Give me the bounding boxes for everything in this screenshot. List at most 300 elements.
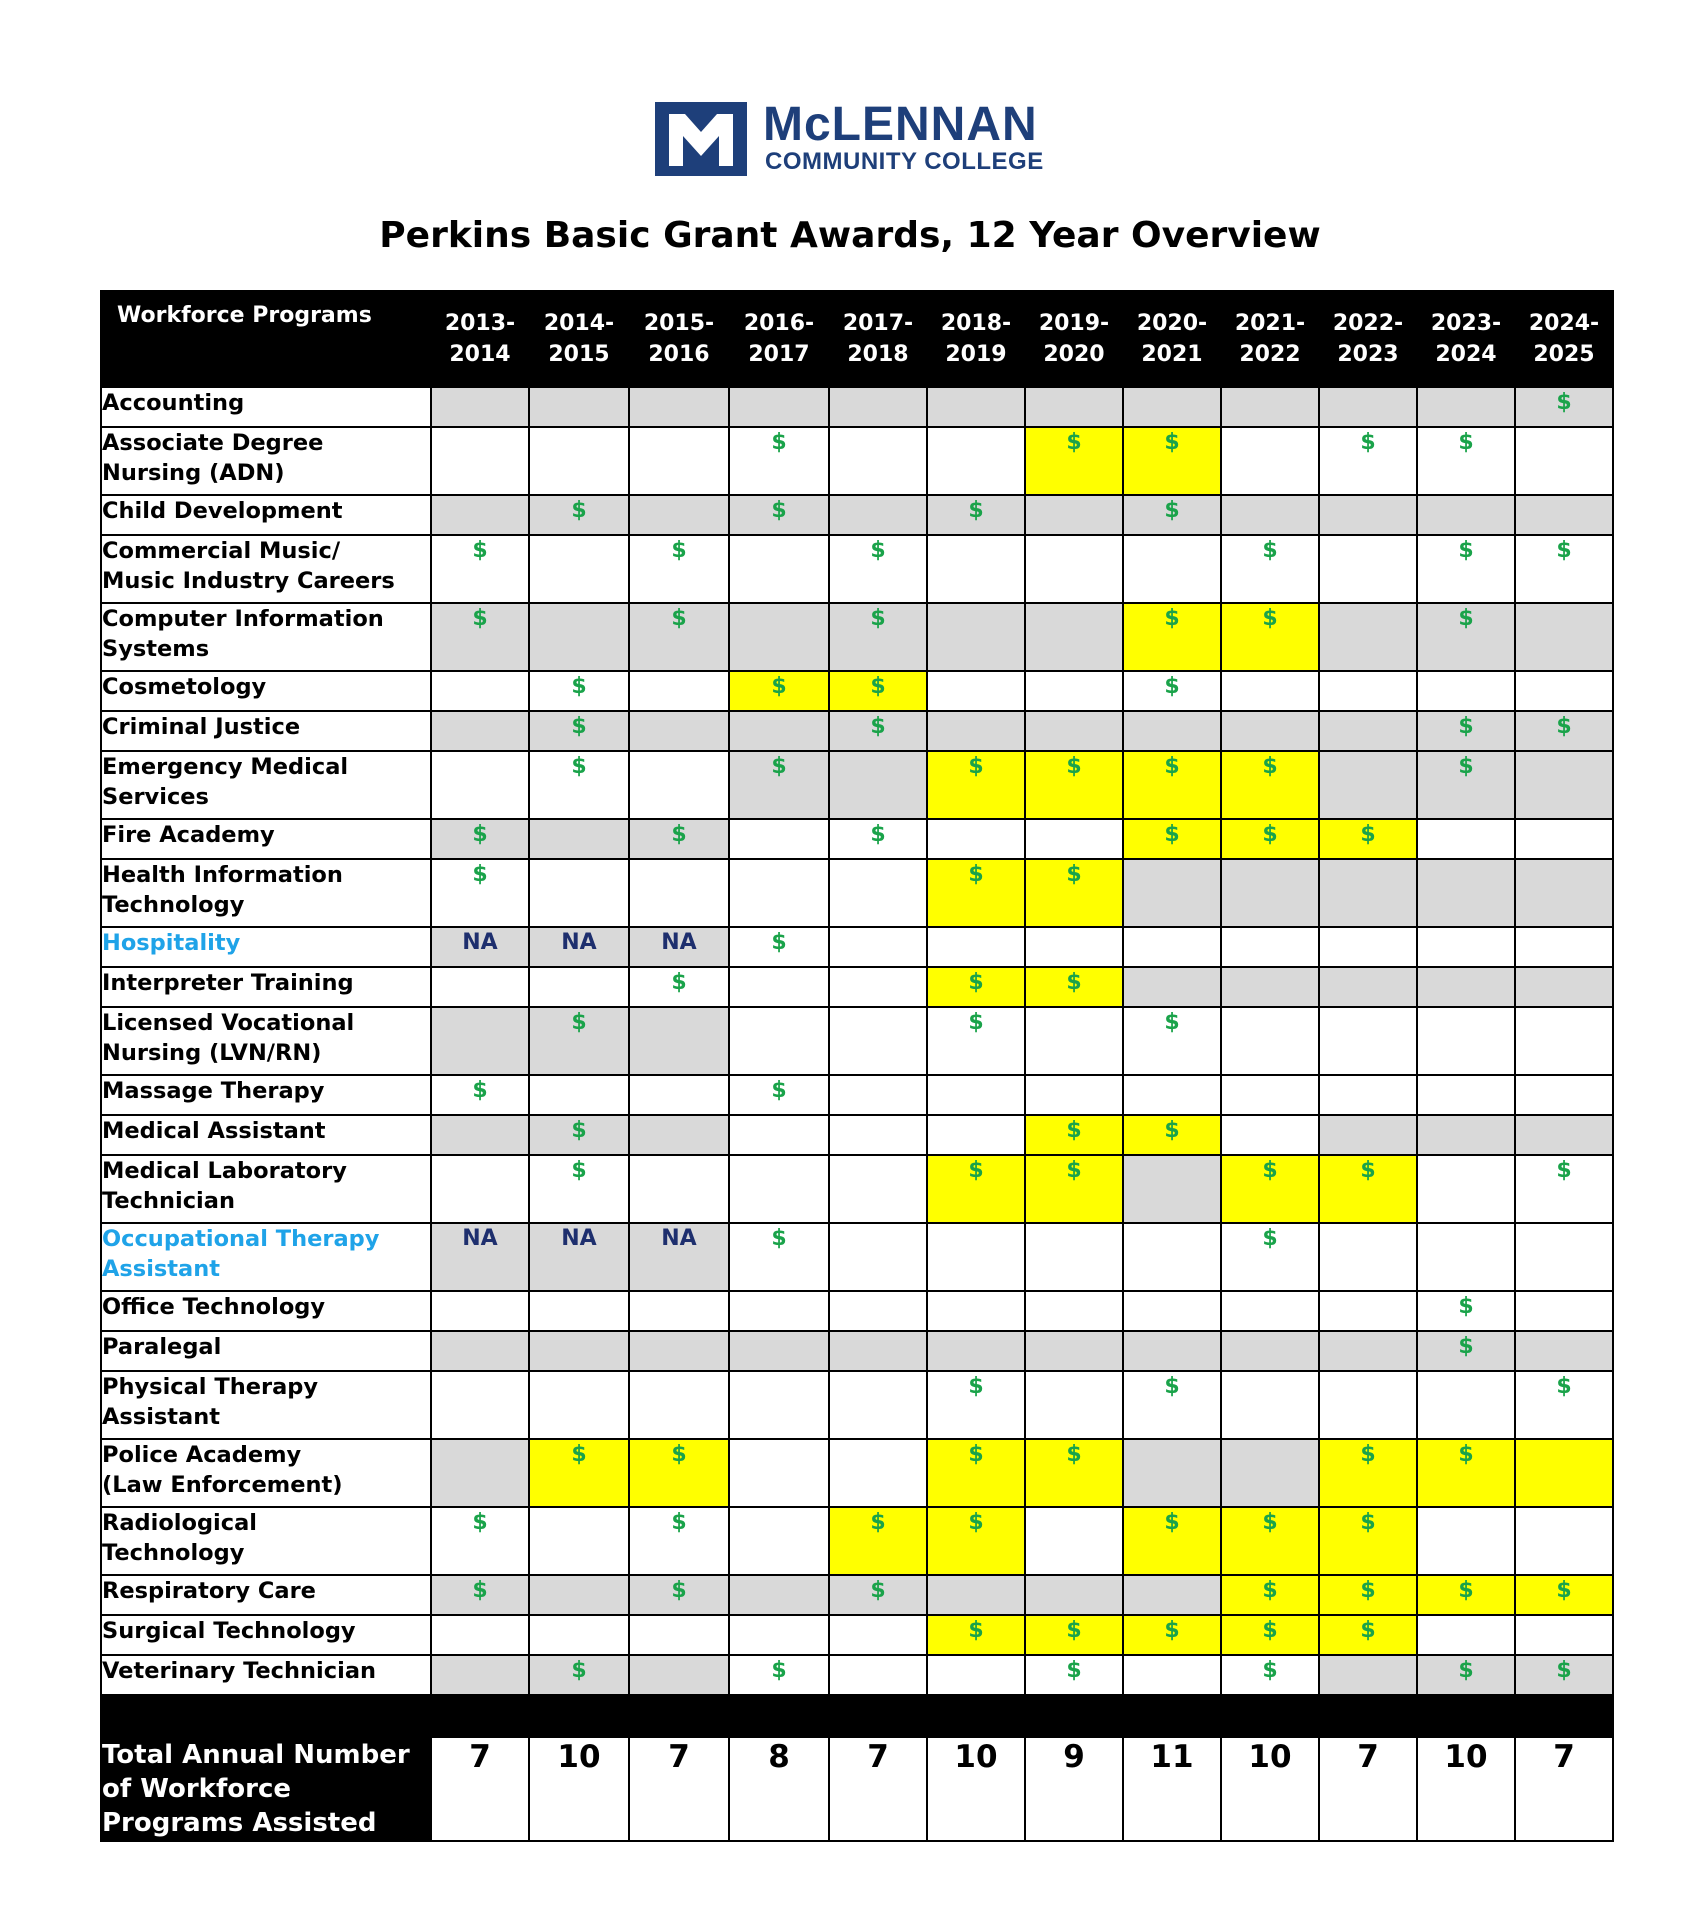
award-cell: [1221, 1007, 1319, 1075]
table-row: [101, 751, 1613, 819]
award-cell: [927, 535, 1025, 603]
award-cell: [1025, 859, 1123, 927]
award-cell: [1221, 1223, 1319, 1291]
award-cell: [1221, 751, 1319, 819]
award-cell: [1221, 387, 1319, 427]
award-cell: [1221, 859, 1319, 927]
award-cell: [1319, 819, 1417, 859]
award-cell: [1515, 819, 1613, 859]
dollar-award-mark: $: [1262, 538, 1278, 563]
award-cell: [431, 1615, 529, 1655]
award-cell: [927, 603, 1025, 671]
dollar-award-mark: $: [1458, 1578, 1474, 1603]
award-cell: [1515, 671, 1613, 711]
award-cell: [1221, 1371, 1319, 1439]
college-logo: [651, 99, 1061, 179]
award-cell: [1123, 819, 1221, 859]
dollar-award-mark: $: [472, 822, 488, 847]
award-cell: [1025, 1223, 1123, 1291]
award-cell: [629, 1007, 729, 1075]
award-cell: [927, 927, 1025, 967]
table-row: [101, 711, 1613, 751]
award-cell: [529, 603, 629, 671]
award-cell: [629, 927, 729, 967]
award-cell: [829, 1615, 927, 1655]
award-cell: [1417, 671, 1515, 711]
mclennan-m-logo-icon: [655, 102, 747, 176]
award-cell: [431, 1439, 529, 1507]
award-cell: [1319, 1007, 1417, 1075]
award-cell: [927, 859, 1025, 927]
program-name: Interpreter Training: [101, 967, 431, 1007]
award-cell: [927, 1115, 1025, 1155]
award-cell: [431, 859, 529, 927]
award-cell: [629, 387, 729, 427]
award-cell: [1515, 1007, 1613, 1075]
dollar-award-mark: $: [771, 1226, 787, 1251]
award-cell: [529, 711, 629, 751]
award-cell: [629, 671, 729, 711]
total-value: 7: [629, 1737, 729, 1841]
dollar-award-mark: $: [1262, 1510, 1278, 1535]
award-cell: [1123, 751, 1221, 819]
award-cell: [529, 1291, 629, 1331]
award-cell: [431, 1155, 529, 1223]
award-cell: [927, 1615, 1025, 1655]
award-cell: [629, 751, 729, 819]
award-cell: [1025, 603, 1123, 671]
award-cell: [1123, 1007, 1221, 1075]
award-cell: [529, 1223, 629, 1291]
award-cell: [729, 859, 829, 927]
award-cell: [927, 1291, 1025, 1331]
award-cell: [1025, 751, 1123, 819]
na-mark: NA: [661, 930, 697, 955]
award-cell: [1025, 819, 1123, 859]
dollar-award-mark: $: [1458, 754, 1474, 779]
award-cell: [1417, 859, 1515, 927]
award-cell: [529, 1115, 629, 1155]
award-cell: [729, 1075, 829, 1115]
award-cell: [1515, 1507, 1613, 1575]
dollar-award-mark: $: [671, 606, 687, 631]
award-cell: [431, 711, 529, 751]
award-cell: [729, 751, 829, 819]
dollar-award-mark: $: [1066, 970, 1082, 995]
dollar-award-mark: $: [571, 498, 587, 523]
award-cell: [529, 819, 629, 859]
dollar-award-mark: $: [1458, 1442, 1474, 1467]
award-cell: [629, 1575, 729, 1615]
award-cell: [1025, 1371, 1123, 1439]
dollar-award-mark: $: [1360, 1442, 1376, 1467]
award-cell: [1515, 859, 1613, 927]
award-cell: [1417, 1439, 1515, 1507]
award-cell: [529, 1007, 629, 1075]
award-cell: [529, 387, 629, 427]
total-value: 8: [729, 1737, 829, 1841]
total-value: 10: [1221, 1737, 1319, 1841]
award-cell: [529, 1507, 629, 1575]
award-cell: [1515, 1655, 1613, 1695]
award-cell: [1515, 1155, 1613, 1223]
award-cell: [829, 1075, 927, 1115]
award-cell: [1319, 1615, 1417, 1655]
award-cell: [729, 1291, 829, 1331]
program-name: Veterinary Technician: [101, 1655, 431, 1695]
award-cell: [1123, 1291, 1221, 1331]
award-cell: [1417, 603, 1515, 671]
table-row: [101, 671, 1613, 711]
award-cell: [829, 535, 927, 603]
dollar-award-mark: $: [771, 430, 787, 455]
header-workforce-programs: Workforce Programs: [101, 291, 431, 387]
award-cell: [1123, 387, 1221, 427]
award-cell: [829, 1331, 927, 1371]
award-cell: [927, 1507, 1025, 1575]
dollar-award-mark: $: [771, 1078, 787, 1103]
award-cell: [1221, 427, 1319, 495]
table-row: [101, 1075, 1613, 1115]
award-cell: [1221, 603, 1319, 671]
dollar-award-mark: $: [968, 498, 984, 523]
dollar-award-mark: $: [472, 1078, 488, 1103]
award-cell: [829, 387, 927, 427]
award-cell: [1123, 1155, 1221, 1223]
program-name: Surgical Technology: [101, 1615, 431, 1655]
award-cell: [1123, 1075, 1221, 1115]
table-row: [101, 603, 1613, 671]
program-name: Child Development: [101, 495, 431, 535]
award-cell: [729, 1439, 829, 1507]
dollar-award-mark: $: [671, 1578, 687, 1603]
award-cell: [529, 1575, 629, 1615]
program-name: Physical Therapy Assistant: [101, 1371, 431, 1439]
dollar-award-mark: $: [571, 674, 587, 699]
table-row: [101, 1223, 1613, 1291]
dollar-award-mark: $: [968, 1618, 984, 1643]
award-cell: [729, 1155, 829, 1223]
dollar-award-mark: $: [1262, 1618, 1278, 1643]
dollar-award-mark: $: [1066, 1618, 1082, 1643]
award-cell: [431, 387, 529, 427]
award-cell: [729, 927, 829, 967]
award-cell: [1319, 427, 1417, 495]
dollar-award-mark: $: [472, 538, 488, 563]
dollar-award-mark: $: [1360, 1158, 1376, 1183]
award-cell: [1025, 495, 1123, 535]
table-row: [101, 495, 1613, 535]
totals-row: [101, 1737, 1613, 1841]
award-cell: [629, 967, 729, 1007]
program-name: Fire Academy: [101, 819, 431, 859]
award-cell: [1319, 495, 1417, 535]
award-cell: [829, 603, 927, 671]
dollar-award-mark: $: [1360, 822, 1376, 847]
award-cell: [1319, 711, 1417, 751]
award-cell: [1417, 1223, 1515, 1291]
award-cell: [1515, 751, 1613, 819]
award-cell: [529, 1615, 629, 1655]
award-cell: [629, 1507, 729, 1575]
program-name: Hospitality: [101, 927, 431, 967]
dollar-award-mark: $: [1164, 754, 1180, 779]
table-row: [101, 1007, 1613, 1075]
dollar-award-mark: $: [571, 714, 587, 739]
dollar-award-mark: $: [472, 1578, 488, 1603]
program-name: Radiological Technology: [101, 1507, 431, 1575]
award-cell: [1025, 1291, 1123, 1331]
award-cell: [729, 535, 829, 603]
dollar-award-mark: $: [1066, 754, 1082, 779]
dollar-award-mark: $: [1164, 674, 1180, 699]
award-cell: [1025, 711, 1123, 751]
award-cell: [1319, 927, 1417, 967]
dollar-award-mark: $: [1360, 430, 1376, 455]
dollar-award-mark: $: [1458, 538, 1474, 563]
dollar-award-mark: $: [571, 1442, 587, 1467]
award-cell: [829, 671, 927, 711]
table-row: [101, 1439, 1613, 1507]
award-cell: [829, 495, 927, 535]
program-name: Emergency Medical Services: [101, 751, 431, 819]
award-cell: [629, 603, 729, 671]
dollar-award-mark: $: [1360, 1510, 1376, 1535]
award-cell: [1025, 1075, 1123, 1115]
award-cell: [1221, 1075, 1319, 1115]
award-cell: [729, 711, 829, 751]
total-value: 10: [1417, 1737, 1515, 1841]
award-cell: [1123, 967, 1221, 1007]
award-cell: [927, 387, 1025, 427]
award-cell: [1319, 535, 1417, 603]
award-cell: [1123, 603, 1221, 671]
award-cell: [1221, 495, 1319, 535]
award-cell: [1123, 495, 1221, 535]
award-cell: [431, 1223, 529, 1291]
dollar-award-mark: $: [1458, 606, 1474, 631]
award-cell: [529, 1331, 629, 1371]
award-cell: [1123, 671, 1221, 711]
award-cell: [1221, 1507, 1319, 1575]
award-cell: [1123, 1615, 1221, 1655]
dollar-award-mark: $: [671, 822, 687, 847]
program-name: Criminal Justice: [101, 711, 431, 751]
dollar-award-mark: $: [870, 1578, 886, 1603]
dollar-award-mark: $: [1066, 1118, 1082, 1143]
award-cell: [1123, 427, 1221, 495]
dollar-award-mark: $: [571, 1158, 587, 1183]
award-cell: [829, 1655, 927, 1695]
award-cell: [1319, 387, 1417, 427]
award-cell: [1025, 671, 1123, 711]
award-cell: [629, 819, 729, 859]
dollar-award-mark: $: [1164, 822, 1180, 847]
logo-name: McLENNAN: [763, 98, 1038, 151]
table-row: [101, 1331, 1613, 1371]
dollar-award-mark: $: [571, 1658, 587, 1683]
table-row: [101, 1655, 1613, 1695]
award-cell: [1319, 671, 1417, 711]
dollar-award-mark: $: [1556, 1658, 1572, 1683]
award-cell: [927, 1655, 1025, 1695]
award-cell: [1123, 1115, 1221, 1155]
program-name: Paralegal: [101, 1331, 431, 1371]
award-cell: [1417, 535, 1515, 603]
dollar-award-mark: $: [870, 714, 886, 739]
award-cell: [1025, 1155, 1123, 1223]
table-row: [101, 859, 1613, 927]
dollar-award-mark: $: [1164, 498, 1180, 523]
award-cell: [1025, 1575, 1123, 1615]
program-name: Licensed Vocational Nursing (LVN/RN): [101, 1007, 431, 1075]
award-cell: [1417, 427, 1515, 495]
award-cell: [1515, 1115, 1613, 1155]
award-cell: [1515, 1331, 1613, 1371]
award-cell: [729, 1507, 829, 1575]
award-cell: [529, 751, 629, 819]
dollar-award-mark: $: [1556, 1158, 1572, 1183]
award-cell: [1319, 1575, 1417, 1615]
award-cell: [431, 603, 529, 671]
award-cell: [927, 1223, 1025, 1291]
table-row: [101, 1615, 1613, 1655]
award-cell: [1123, 711, 1221, 751]
total-value: 7: [1515, 1737, 1613, 1841]
dollar-award-mark: $: [1164, 1618, 1180, 1643]
award-cell: [431, 1371, 529, 1439]
header-year: 2023- 2024: [1417, 291, 1515, 387]
total-value: 9: [1025, 1737, 1123, 1841]
award-cell: [927, 1439, 1025, 1507]
award-cell: [629, 711, 729, 751]
dollar-award-mark: $: [671, 1442, 687, 1467]
dollar-award-mark: $: [1458, 714, 1474, 739]
award-cell: [1515, 535, 1613, 603]
award-cell: [529, 1371, 629, 1439]
award-cell: [1515, 1615, 1613, 1655]
dollar-award-mark: $: [771, 930, 787, 955]
table-row: [101, 427, 1613, 495]
award-cell: [1025, 927, 1123, 967]
award-cell: [829, 1007, 927, 1075]
award-cell: [629, 495, 729, 535]
award-cell: [1025, 1115, 1123, 1155]
dollar-award-mark: $: [1556, 714, 1572, 739]
award-cell: [1025, 1007, 1123, 1075]
award-cell: [629, 1223, 729, 1291]
table-row: [101, 535, 1613, 603]
award-cell: [729, 671, 829, 711]
award-cell: [1417, 1331, 1515, 1371]
award-cell: [431, 927, 529, 967]
award-cell: [829, 427, 927, 495]
program-name: Computer Information Systems: [101, 603, 431, 671]
dollar-award-mark: $: [870, 1510, 886, 1535]
award-cell: [1515, 427, 1613, 495]
award-cell: [1025, 1655, 1123, 1695]
program-name: Health Information Technology: [101, 859, 431, 927]
award-cell: [927, 1371, 1025, 1439]
award-cell: [1025, 535, 1123, 603]
award-cell: [927, 967, 1025, 1007]
award-cell: [829, 1291, 927, 1331]
table-row: [101, 819, 1613, 859]
dollar-award-mark: $: [1262, 1158, 1278, 1183]
table-row: [101, 1507, 1613, 1575]
program-name: Commercial Music/ Music Industry Careers: [101, 535, 431, 603]
dollar-award-mark: $: [1066, 430, 1082, 455]
total-value: 7: [431, 1737, 529, 1841]
award-cell: [1123, 1575, 1221, 1615]
award-cell: [1221, 1155, 1319, 1223]
award-cell: [1319, 1075, 1417, 1115]
award-cell: [1221, 1575, 1319, 1615]
award-cell: [1123, 1655, 1221, 1695]
award-cell: [529, 1655, 629, 1695]
dollar-award-mark: $: [771, 1658, 787, 1683]
award-cell: [1221, 967, 1319, 1007]
award-cell: [1417, 751, 1515, 819]
total-value: 10: [529, 1737, 629, 1841]
award-cell: [529, 1439, 629, 1507]
totals-label: Total Annual Number of Workforce Programs Assisted: [101, 1737, 431, 1841]
dollar-award-mark: $: [1164, 1118, 1180, 1143]
program-name: Cosmetology: [101, 671, 431, 711]
award-cell: [1417, 1155, 1515, 1223]
award-cell: [1319, 1439, 1417, 1507]
dollar-award-mark: $: [771, 754, 787, 779]
dollar-award-mark: $: [968, 862, 984, 887]
award-cell: [1123, 535, 1221, 603]
award-cell: [529, 859, 629, 927]
award-cell: [1515, 603, 1613, 671]
award-cell: [629, 1331, 729, 1371]
award-cell: [1417, 1575, 1515, 1615]
award-cell: [1515, 495, 1613, 535]
award-cell: [729, 1655, 829, 1695]
award-cell: [1221, 819, 1319, 859]
award-cell: [1123, 859, 1221, 927]
header-year: 2019- 2020: [1025, 291, 1123, 387]
na-mark: NA: [462, 1226, 498, 1251]
dollar-award-mark: $: [1164, 1374, 1180, 1399]
dollar-award-mark: $: [1066, 1158, 1082, 1183]
dollar-award-mark: $: [1360, 1618, 1376, 1643]
award-cell: [629, 535, 729, 603]
award-cell: [629, 1371, 729, 1439]
award-cell: [927, 1331, 1025, 1371]
award-cell: [829, 1371, 927, 1439]
award-cell: [629, 1655, 729, 1695]
award-cell: [829, 751, 927, 819]
table-row: [101, 1291, 1613, 1331]
dollar-award-mark: $: [472, 1510, 488, 1535]
dollar-award-mark: $: [1262, 822, 1278, 847]
award-cell: [431, 1115, 529, 1155]
award-cell: [431, 1007, 529, 1075]
dollar-award-mark: $: [671, 1510, 687, 1535]
award-cell: [1417, 1115, 1515, 1155]
award-cell: [829, 859, 927, 927]
award-cell: [529, 1075, 629, 1115]
award-cell: [1025, 1507, 1123, 1575]
program-name: Police Academy (Law Enforcement): [101, 1439, 431, 1507]
award-cell: [431, 427, 529, 495]
award-cell: [431, 1331, 529, 1371]
award-cell: [1319, 1507, 1417, 1575]
award-cell: [431, 495, 529, 535]
